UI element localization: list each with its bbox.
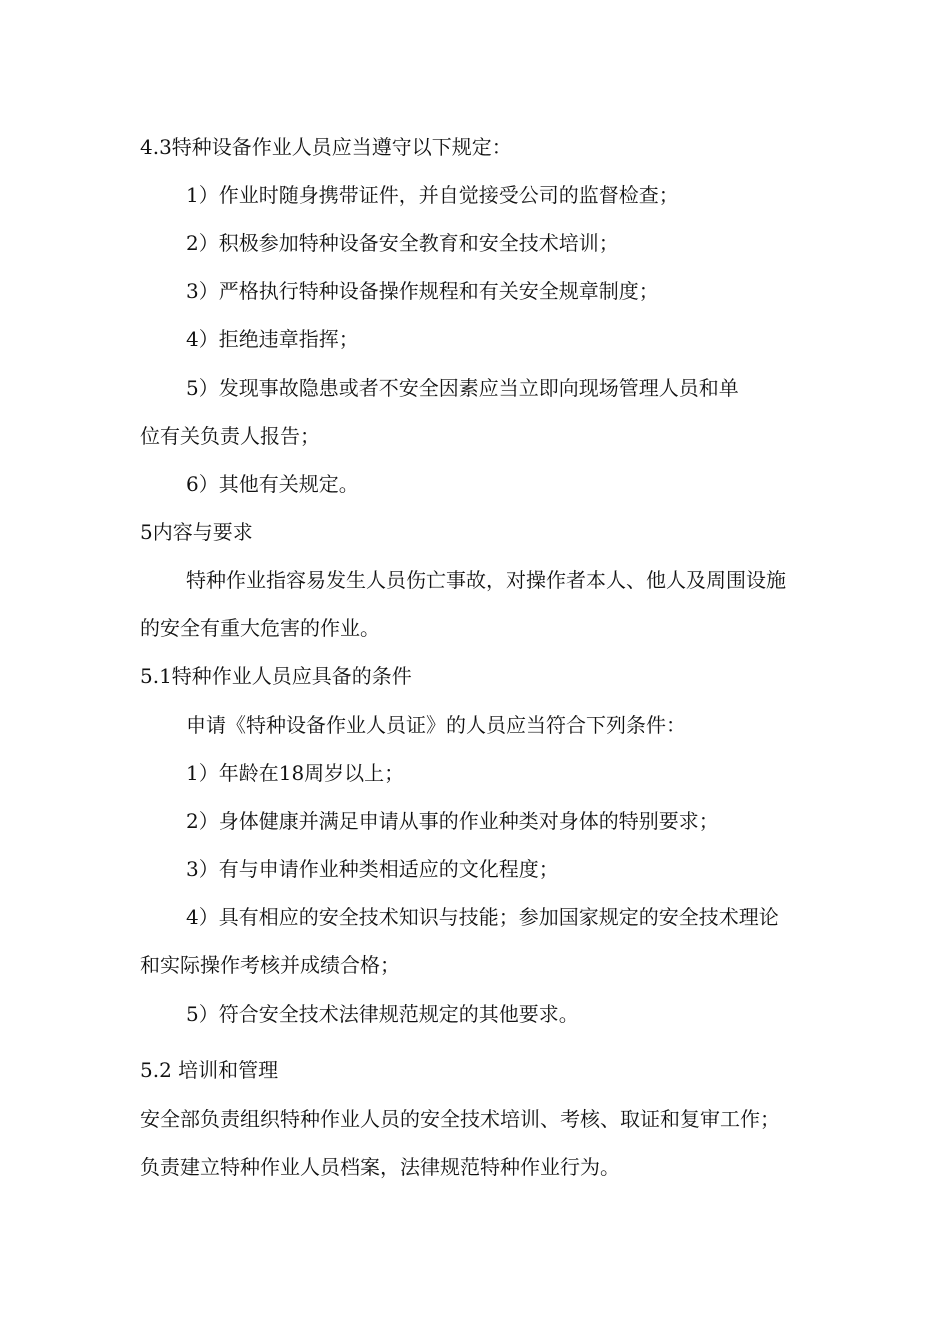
paragraph-line: 特种作业指容易发生人员伤亡事故，对操作者本人、他人及周围设施 bbox=[186, 568, 786, 592]
list-item: 5）符合安全技术法律规范规定的其他要求。 bbox=[186, 1002, 579, 1026]
list-item: 2）积极参加特种设备安全教育和安全技术培训； bbox=[186, 231, 619, 255]
list-item: 5）发现事故隐患或者不安全因素应当立即向现场管理人员和单 bbox=[186, 376, 739, 400]
paragraph-line: 负责建立特种作业人员档案，法律规范特种作业行为。 bbox=[140, 1155, 620, 1179]
paragraph-line: 的安全有重大危害的作业。 bbox=[140, 616, 380, 640]
list-item-continuation: 和实际操作考核并成绩合格； bbox=[140, 953, 400, 977]
list-item: 3）严格执行特种设备操作规程和有关安全规章制度； bbox=[186, 279, 659, 303]
section-heading-4-3: 4.3特种设备作业人员应当遵守以下规定： bbox=[140, 135, 512, 159]
list-item: 6）其他有关规定。 bbox=[186, 472, 359, 496]
list-item-continuation: 位有关负责人报告； bbox=[140, 424, 320, 448]
section-heading-5-2: 5.2 培训和管理 bbox=[140, 1058, 279, 1082]
paragraph-line: 安全部负责组织特种作业人员的安全技术培训、考核、取证和复审工作； bbox=[140, 1107, 780, 1131]
paragraph-line: 申请《特种设备作业人员证》的人员应当符合下列条件： bbox=[186, 713, 686, 737]
section-heading-5: 5内容与要求 bbox=[140, 520, 253, 544]
list-item: 4）具有相应的安全技术知识与技能；参加国家规定的安全技术理论 bbox=[186, 905, 779, 929]
list-item: 1）年龄在18周岁以上； bbox=[186, 761, 405, 785]
list-item: 3）有与申请作业种类相适应的文化程度； bbox=[186, 857, 559, 881]
list-item: 1）作业时随身携带证件，并自觉接受公司的监督检查； bbox=[186, 183, 679, 207]
section-heading-5-1: 5.1特种作业人员应具备的条件 bbox=[140, 664, 412, 688]
list-item: 2）身体健康并满足申请从事的作业种类对身体的特别要求； bbox=[186, 809, 719, 833]
list-item: 4）拒绝违章指挥； bbox=[186, 327, 359, 351]
